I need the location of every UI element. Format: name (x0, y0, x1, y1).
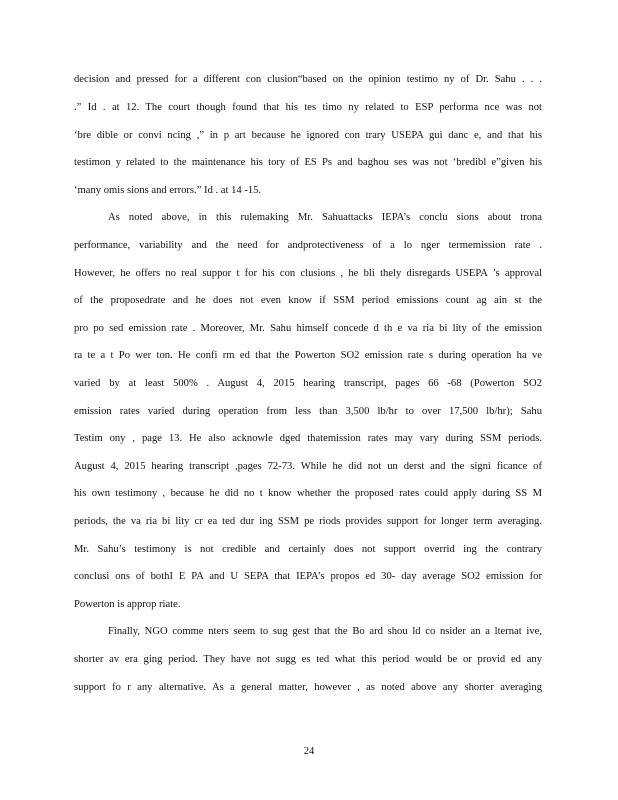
text-line: testimon y related to the maintenance his tory of ES Ps and baghou ses was not ‘bredibl e”given his (74, 157, 542, 168)
text-line: shorter av era ging period. They have not sugg es ted what this period would be or provid ed any (74, 654, 542, 665)
text-line: support fo r any alternative. As a general matter, however , as noted above any shorter averaging (74, 682, 542, 693)
paragraph-first-line: Finally, NGO comme nters seem to sug gest that the Bo ard shou ld co nsider an a lternat ive, (108, 626, 542, 637)
text-line: However, he offers no real suppor t for his con clusions , he bli thely disregards USEPA ’s approval (74, 268, 542, 279)
text-line: conclusi ons of bothI E PA and U SEPA that IEPA’s propos ed 30- day average SO2 emission for (74, 571, 542, 582)
text-line: Powerton is approp riate. (74, 599, 181, 610)
page-number: 24 (303, 746, 315, 757)
text-line: of the proposedrate and he does not even know if SSM period emissions count ag ain st the (74, 295, 542, 306)
text-line: .” Id . at 12. The court though found that his tes timo ny related to ESP performa nce was not (74, 102, 542, 113)
text-line: ‘many omis sions and errors.” Id . at 14 -15. (74, 185, 262, 196)
text-line: performance, variability and the need for andprotectiveness of a lo nger termemission rate . (74, 240, 542, 251)
text-line: decision and pressed for a different con clusion“based on the opinion testimo ny of Dr. Sahu . . . (74, 74, 542, 85)
text-line: his own testimony , because he did no t know whether the proposed rates could apply during SS M (74, 488, 542, 499)
text-line: ra te a t Po wer ton. He confi rm ed that the Powerton SO2 emission rate s during operation ha ve (74, 350, 542, 361)
text-line: Mr. Sahu’s testimony is not credible and certainly does not support overrid ing the contrary (74, 544, 542, 555)
paragraph-first-line: As noted above, in this rulemaking Mr. Sahuattacks IEPA’s conclu sions about trona (108, 212, 542, 223)
text-line: varied by at least 500% . August 4, 2015 hearing transcript, pages 66 -68 (Powerton SO2 (74, 378, 542, 389)
text-line: Testim ony , page 13. He also acknowle dged thatemission rates may vary during SSM periods. (74, 433, 542, 444)
text-line: pro po sed emission rate . Moreover, Mr. Sahu himself concede d th e va ria bi lity of the emission (74, 323, 542, 334)
text-line: August 4, 2015 hearing transcript ,pages 72-73. While he did not un derst and the signi ficance of (74, 461, 542, 472)
text-line: periods, the va ria bi lity cr ea ted dur ing SSM pe riods provides support for longer term averaging. (74, 516, 542, 527)
text-line: ‘bre dible or convi ncing ,” in p art because he ignored con trary USEPA gui danc e, and that his (74, 130, 542, 141)
text-line: emission rates varied during operation from less than 3,500 lb/hr to over 17,500 lb/hr); Sahu (74, 406, 542, 417)
